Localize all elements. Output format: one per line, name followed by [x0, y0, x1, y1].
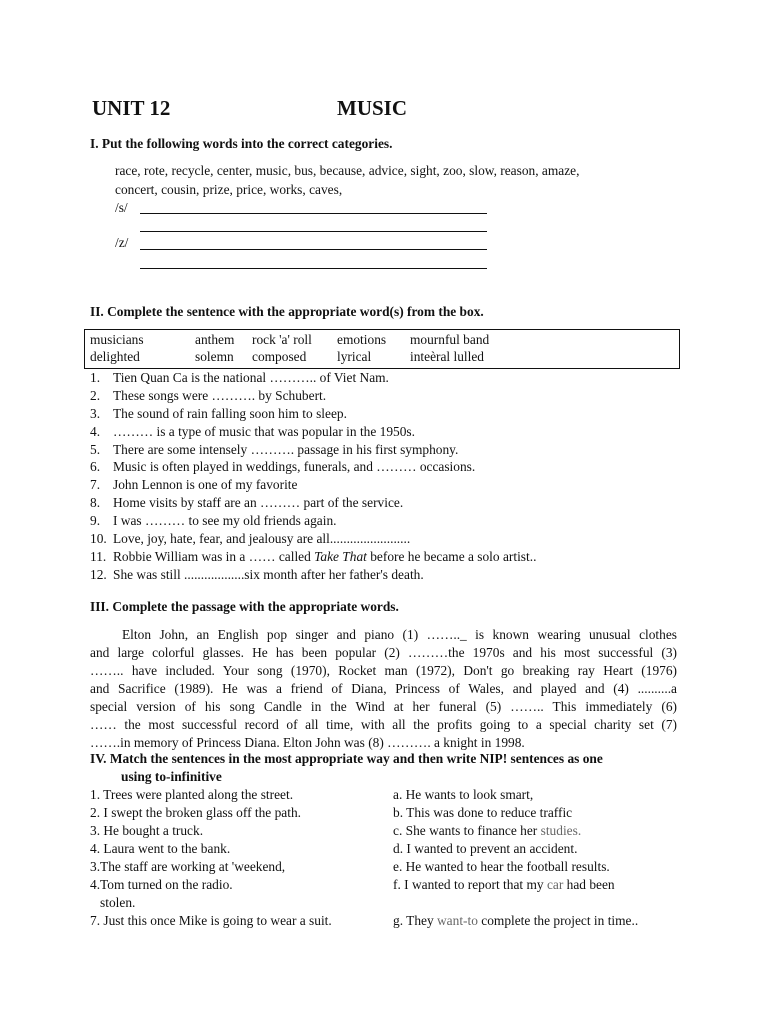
- passage: [90, 626, 677, 752]
- passage-line: …….in memory of Princess Diana. Elton John was (8) ………. a knight in 1998.: [90, 735, 525, 750]
- box-word: anthem: [195, 332, 235, 347]
- exercise-item: 4. ……… is a type of music that was popular in the 1950s.: [90, 424, 415, 439]
- section-4-heading: IV. Match the sentences in the most appropriate way and then write NIP! sentences as one: [90, 751, 603, 766]
- box-word: lyrical: [337, 349, 372, 364]
- exercise-item: 5. There are some intensely ………. passage in his first symphony.: [90, 442, 459, 457]
- passage-line: …….. have included. Your song (1970), Rocket man (1972), Don't go breaking ray Heart (1976): [90, 663, 677, 678]
- match-right-item: d. I wanted to prevent an accident.: [393, 841, 578, 856]
- box-word: rock 'a' roll: [252, 332, 312, 347]
- passage-line: and Sacrifice (1989). He was a friend of Diana, Princess of Wales, and played and (4) ..........a: [90, 681, 677, 696]
- match-left-item: 2. I swept the broken glass off the path.: [90, 805, 301, 820]
- z-answer-line-2: [140, 268, 487, 269]
- match-left-item: stolen.: [90, 895, 136, 910]
- exercise-item: 12. She was still ..................six month after her father's death.: [90, 567, 424, 582]
- match-left-item: 4.Tom turned on the radio.: [90, 877, 233, 892]
- word-box: [84, 329, 680, 369]
- word-list-line-2: concert, cousin, prize, price, works, caves,: [115, 182, 343, 197]
- match-left-item: 3. He bought a truck.: [90, 823, 204, 838]
- match-right-item: a. He wants to look smart,: [393, 787, 534, 802]
- s-answer-line-1: [140, 213, 487, 214]
- match-right-item: b. This was done to reduce traffic: [393, 805, 573, 820]
- box-word: solemn: [195, 349, 234, 364]
- passage-line: and large colorful glasses. He has been popular (2) ………the 1970s and his most successful (3): [90, 645, 677, 660]
- passage-line: special version of his song Candle in the Wind at her funeral (5) …….. This immediately (6): [90, 699, 677, 714]
- section-4-subheading: using to-infinitive: [121, 769, 222, 784]
- box-word: delighted: [90, 349, 140, 364]
- exercise-item: 7. John Lennon is one of my favorite: [90, 477, 298, 492]
- box-word: mournful band: [410, 332, 490, 347]
- s-answer-line-2: [140, 231, 487, 232]
- match-left-item: 7. Just this once Mike is going to wear a suit.: [90, 913, 332, 928]
- section-2-heading: II. Complete the sentence with the appropriate word(s) from the box.: [90, 304, 484, 319]
- passage-line: …… the most successful record of all time, with all the profits going to a special charity set (7): [90, 717, 677, 732]
- unit-number: UNIT 12: [92, 96, 171, 120]
- match-right-item: e. He wanted to hear the football results.: [393, 859, 610, 874]
- passage-line: Elton John, an English pop singer and piano (1) …….._ is known wearing unusual clothes: [122, 627, 677, 642]
- exercise-item: 11. Robbie William was in a …… called Take That before he became a solo artist..: [90, 549, 537, 564]
- match-left-item: 4. Laura went to the bank.: [90, 841, 231, 856]
- exercise-item: 2. These songs were ………. by Schubert.: [90, 388, 327, 403]
- exercise-item: 6. Music is often played in weddings, funerals, and ……… occasions.: [90, 459, 476, 474]
- match-right-item: g. They want-to complete the project in time..: [393, 913, 639, 928]
- unit-topic: MUSIC: [337, 96, 408, 120]
- match-right-item: f. I wanted to report that my car had been: [393, 877, 615, 892]
- box-word: inteèral lulled: [410, 349, 484, 364]
- box-word: musicians: [90, 332, 144, 347]
- s-sound-label: /s/: [115, 200, 128, 215]
- z-sound-label: /z/: [115, 235, 129, 250]
- section-3-heading: III. Complete the passage with the appropriate words.: [90, 599, 399, 614]
- exercise-item: 10. Love, joy, hate, fear, and jealousy are all........................: [90, 531, 411, 546]
- z-answer-line-1: [140, 249, 487, 250]
- match-right-item: c. She wants to finance her studies.: [393, 823, 582, 838]
- box-word: composed: [252, 349, 307, 364]
- match-left-item: 3.The staff are working at 'weekend,: [90, 859, 286, 874]
- exercise-item: 8. Home visits by staff are an ……… part of the service.: [90, 495, 404, 510]
- exercise-item: 1. Tien Quan Ca is the national ……….. of Viet Nam.: [90, 370, 389, 385]
- section-1-heading: I. Put the following words into the correct categories.: [90, 136, 393, 151]
- word-list-line-1: race, rote, recycle, center, music, bus, because, advice, sight, zoo, slow, reason, amaze,: [115, 163, 580, 178]
- exercise-item: 9. I was ……… to see my old friends again.: [90, 513, 337, 528]
- match-left-item: 1. Trees were planted along the street.: [90, 787, 294, 802]
- exercise-item: 3. The sound of rain falling soon him to sleep.: [90, 406, 347, 421]
- box-word: emotions: [337, 332, 387, 347]
